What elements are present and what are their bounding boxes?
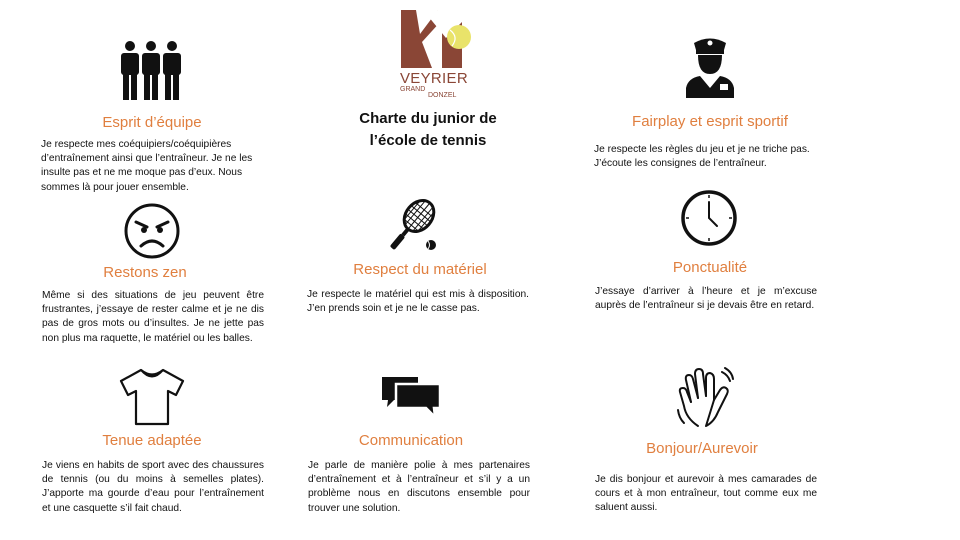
section-title-tenue-adaptee: Tenue adaptée (102, 432, 202, 449)
section-title-respect-materiel: Respect du matériel (353, 261, 487, 278)
page-title-line2: l’école de tennis (369, 132, 487, 149)
section-text-fairplay: Je respecte les règles du jeu et je ne triche pas. J’écoute les consignes de l’entraîneur. (594, 144, 810, 170)
waving-hand-icon (676, 366, 734, 435)
logo-sub-grand: GRAND (400, 86, 426, 93)
police-officer-icon (684, 34, 736, 103)
tennis-racket-icon (383, 198, 441, 259)
section-text-esprit-equipe: Je respecte mes coéquipiers/coéquipières d’entraînement ainsi que l’entraîneur. Je ne les insulte pas et ne me moque pas d’eux. Nous sommes là pour jouer ensemble. (41, 139, 253, 193)
angry-face-icon (123, 202, 181, 265)
logo-name: VEYRIER (400, 70, 468, 87)
page-title-line1: Charte du junior de (359, 110, 497, 127)
section-title-ponctualite: Ponctualité (672, 259, 748, 276)
section-text-communication: Je parle de manière polie à mes partenaires d’entraînement et à l’entraîneur et s’il y a un problème nous en discutons ensemble pour trouver une solution. (308, 460, 530, 514)
section-title-esprit-equipe: Esprit d’équipe (102, 114, 202, 131)
section-title-communication: Communication (358, 432, 464, 449)
section-text-tenue-adaptee: Je viens en habits de sport avec des chaussures de tennis (ou du moins à semelles plates). J’apporte ma gourde d’eau pour l’entraînement et une casquette s’il fait chaud. (42, 460, 264, 514)
section-text-restons-zen: Même si des situations de jeu peuvent être frustrantes, j’essaye de rester calme et je ne dis pas de gros mots ou d’insultes. Je ne jette pas non plus ma raquette, le matériel ou les balles. (42, 290, 264, 344)
chat-bubbles-icon (380, 374, 444, 425)
section-title-bonjour-aurevoir: Bonjour/Aurevoir (646, 440, 758, 457)
section-title-fairplay: Fairplay et esprit sportif (632, 113, 788, 130)
section-text-bonjour-aurevoir: Je dis bonjour et aurevoir à mes camarades de cours et à mon entraîneur, tout comme eux me saluent aussi. (595, 474, 817, 514)
section-text-ponctualite: J’essaye d’arriver à l’heure et je m’excuse auprès de l’entraîneur si je devais être en retard. (595, 286, 817, 312)
section-text-respect-materiel: Je respecte le matériel qui est mis à disposition. J’en prends soin et je ne le casse pas. (307, 289, 529, 315)
clock-icon (680, 189, 738, 252)
logo-sub-donzel: DONZEL (428, 92, 457, 99)
section-title-restons-zen: Restons zen (103, 264, 187, 281)
team-icon (118, 40, 184, 105)
logo (398, 8, 478, 100)
page-title (330, 108, 526, 152)
tshirt-icon (118, 367, 186, 432)
